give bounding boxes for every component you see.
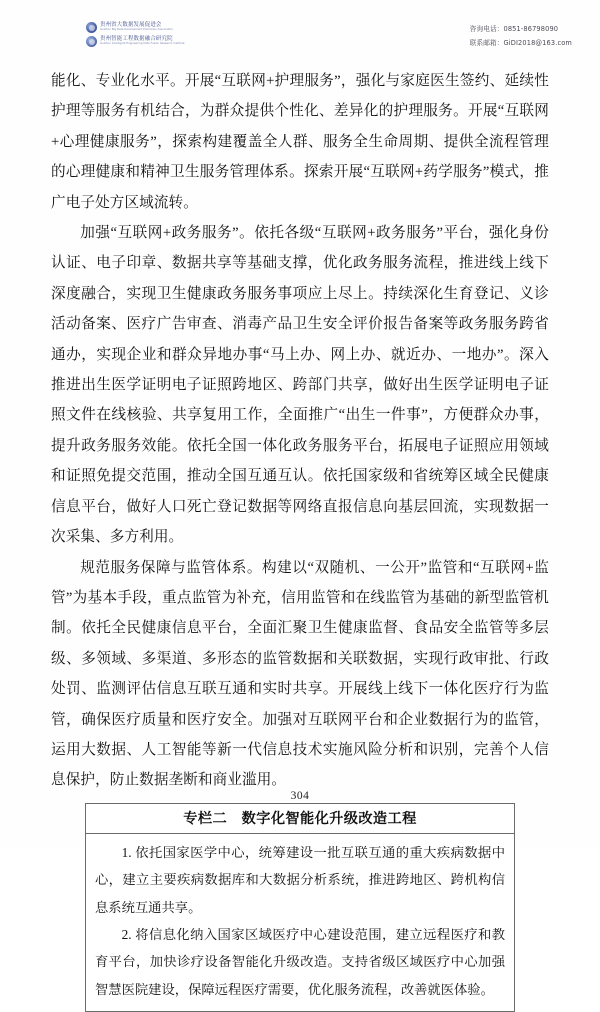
logo-primary xyxy=(86,22,184,33)
organization-logos xyxy=(86,20,184,47)
callout-box xyxy=(85,803,515,1012)
callout-list-item: 2. 将信息化纳入国家区域医疗中心建设范围，建立远程医疗和教育平台，加快诊疗设备智能化升级改造。支持省级区域医疗中心加强智慧医院建设，保障远程医疗需要，优化服务流程，改善就医体验。 xyxy=(95,926,505,997)
body-paragraph: 能化、专业化水平。开展“互联网+护理服务”，强化与家庭医生签约、延续性护理等服务有机结合，为群众提供个性化、差异化的护理服务。开展“互联网+心理健康服务”，探索构建覆盖全人群、服务全生命周期、提供全流程管理的心理健康和精神卫生服务管理体系。探索开展“互联网+药学服务”模式，推广电子处方区域流转。 xyxy=(51,73,549,211)
page-number: 304 xyxy=(290,790,310,802)
logo-primary-name-en: Guizhou Big Data Development Promotion Association xyxy=(100,28,173,32)
contact-info xyxy=(470,20,572,47)
page-footer xyxy=(0,786,600,804)
callout-body xyxy=(86,834,514,1011)
institute-logo-icon xyxy=(86,36,97,47)
callout-list-item: 1. 依托国家医学中心，统筹建设一批互联互通的重大疾病数据中心，建立主要疾病数据库和大数据分析系统，推进跨地区、跨机构信息系统互通共享。 xyxy=(95,844,505,915)
logo-secondary-text xyxy=(100,37,184,46)
page-content xyxy=(51,66,549,1012)
logo-primary-text xyxy=(100,23,173,32)
logo-secondary xyxy=(86,36,184,47)
logo-secondary-name-cn: 贵州智能工程数据融合研究院 xyxy=(100,36,173,42)
contact-phone: 咨询电话：0851-86798090 xyxy=(469,25,559,33)
logo-secondary-name-en: Guizhou Intelligent Engineering Data Fusion Research Institute xyxy=(100,42,185,46)
logo-primary-name-cn: 贵州省大数据发展促进会 xyxy=(100,22,162,28)
contact-email: 联系邮箱：GiDI2018@163.com xyxy=(469,39,572,47)
page-header xyxy=(0,20,600,56)
association-logo-icon xyxy=(86,22,97,33)
body-paragraph: 加强“互联网+政务服务”。依托各级“互联网+政务服务”平台，强化身份认证、电子印章、数据共享等基础支撑，优化政务服务流程，推进线上线下深度融合，实现卫生健康政务服务事项应上尽上。持续深化生育登记、义诊活动备案、医疗广告审查、消毒产品卫生安全评价报告备案等政务服务跨省通办，实现企业和群众异地办事“马上办、网上办、就近办、一地办”。深入推进出生医学证明电子证照跨地区、跨部门共享，做好出生医学证明电子证照文件在线核验、共享复用工作，全面推广“出生一件事”，方便群众办事，提升政务服务效能。依托全国一体化政务服务平台，拓展电子证照应用领域和证照免提交范围，推动全国互通互认。依托国家级和省统筹区域全民健康信息平台，做好人口死亡登记数据等网络直报信息向基层回流，实现数据一次采集、多方利用。 xyxy=(51,225,549,546)
callout-title: 专栏二 数字化智能化升级改造工程 xyxy=(86,804,514,834)
body-paragraph: 规范服务保障与监管体系。构建以“双随机、一公开”监管和“互联网+监管”为基本手段，重点监管为补充，信用监管和在线监管为基础的新型监管机制。依托全民健康信息平台，全面汇聚卫生健康监督、食品安全监管等多层级、多领域、多渠道、多形态的监管数据和关联数据，实现行政审批、行政处罚、监测评估信息互联互通和实时共享。开展线上线下一体化医疗行为监管，确保医疗质量和医疗安全。加强对互联网平台和企业数据行为的监管，运用大数据、人工智能等新一代信息技术实施风险分析和识别，完善个人信息保护，防止数据垄断和商业滥用。 xyxy=(51,559,549,789)
